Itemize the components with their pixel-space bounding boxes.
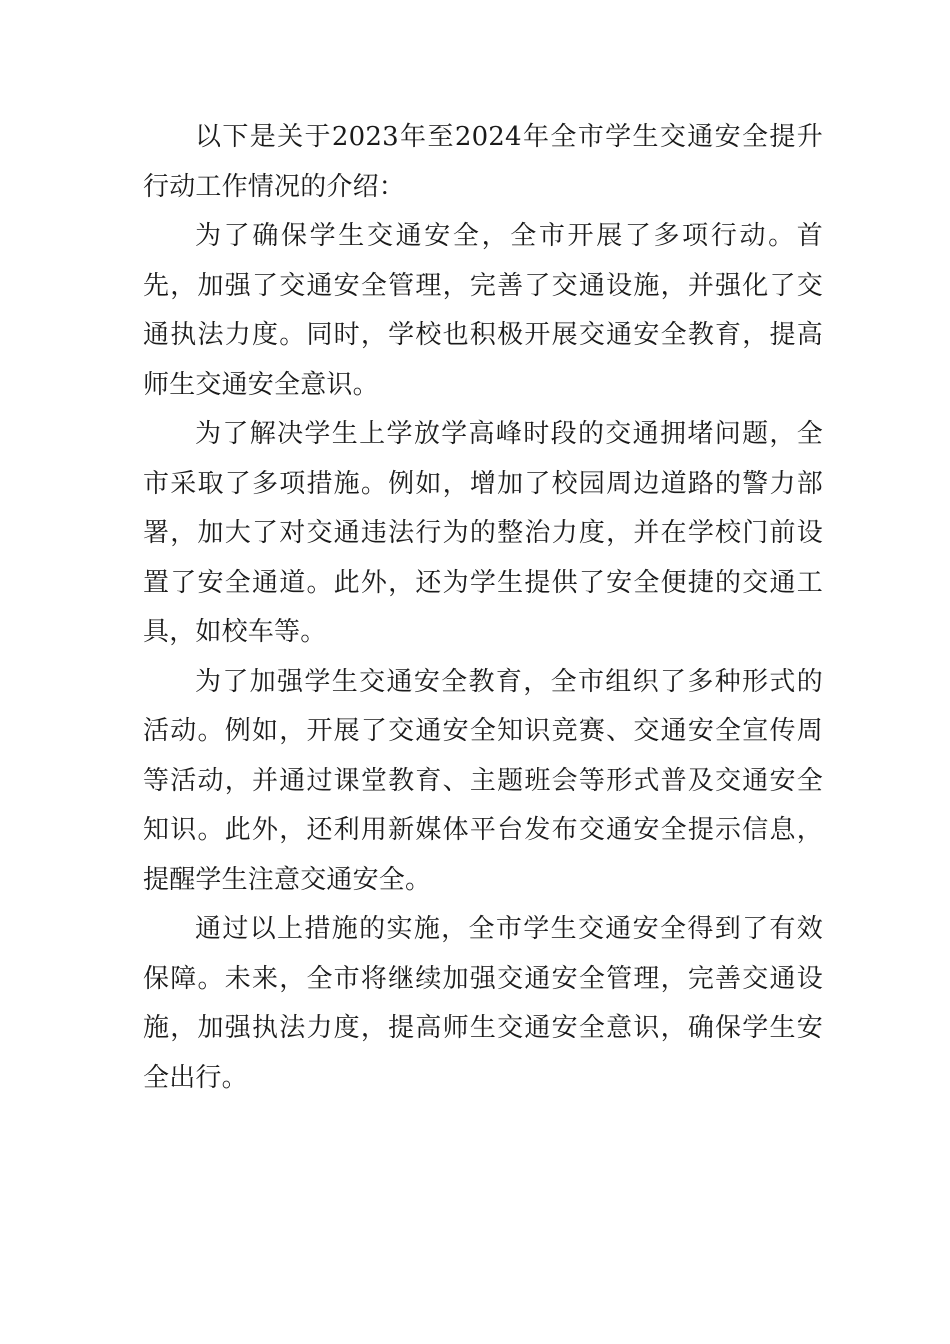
- paragraph-safety-actions: 为了确保学生交通安全，全市开展了多项行动。首先，加强了交通安全管理，完善了交通设施，并强化了交通执法力度。同时，学校也积极开展交通安全教育，提高师生交通安全意识。: [143, 221, 823, 400]
- paragraph-intro: 以下是关于2023年至2024年全市学生交通安全提升行动工作情况的介绍：: [143, 122, 823, 202]
- paragraph-congestion-measures: 为了解决学生上学放学高峰时段的交通拥堵问题，全市采取了多项措施。例如，增加了校园周边道路的警力部署，加大了对交通违法行为的整治力度，并在学校门前设置了安全通道。此外，还为学生提供了安全便捷的交通工具，如校车等。: [143, 419, 823, 647]
- paragraph-education-activities: 为了加强学生交通安全教育，全市组织了多种形式的活动。例如，开展了交通安全知识竞赛、交通安全宣传周等活动，并通过课堂教育、主题班会等形式普及交通安全知识。此外，还利用新媒体平台发布交通安全提示信息，提醒学生注意交通安全。: [143, 666, 823, 895]
- document-body: [143, 113, 823, 1103]
- paragraph-conclusion: 通过以上措施的实施，全市学生交通安全得到了有效保障。未来，全市将继续加强交通安全管理，完善交通设施，加强执法力度，提高师生交通安全意识，确保学生安全出行。: [143, 914, 823, 1093]
